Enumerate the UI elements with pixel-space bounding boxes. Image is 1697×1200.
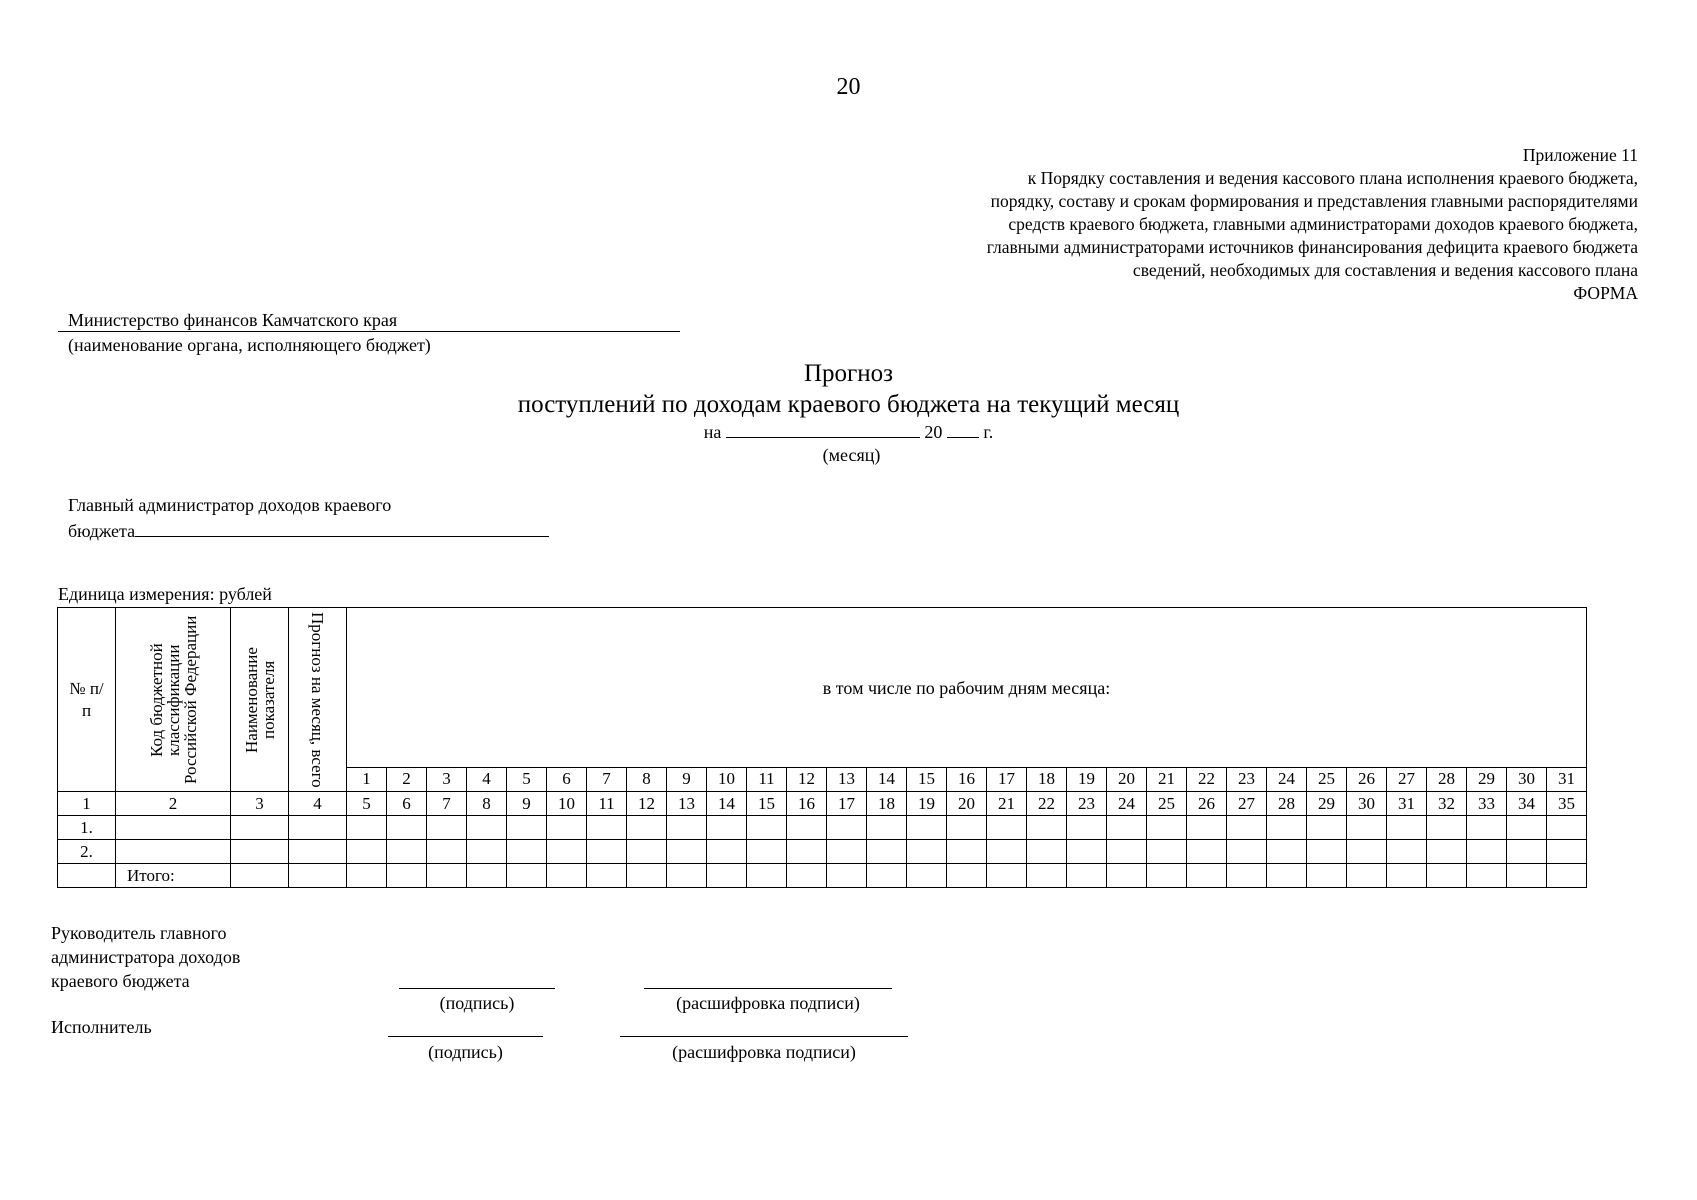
day-cell[interactable]: [1507, 864, 1547, 888]
day-cell[interactable]: [867, 816, 907, 840]
day-cell[interactable]: [1427, 840, 1467, 864]
day-cell[interactable]: [1347, 840, 1387, 864]
day-cell[interactable]: [1067, 864, 1107, 888]
column-number: 25: [1147, 792, 1187, 816]
day-cell[interactable]: [1467, 864, 1507, 888]
column-number: 35: [1547, 792, 1587, 816]
day-cell[interactable]: [547, 816, 587, 840]
day-cell[interactable]: [467, 816, 507, 840]
row-number: 2.: [58, 840, 116, 864]
day-number: 7: [587, 767, 627, 791]
day-number: 23: [1227, 767, 1267, 791]
column-number: 26: [1187, 792, 1227, 816]
day-cell[interactable]: [1387, 864, 1427, 888]
day-cell[interactable]: [387, 840, 427, 864]
day-cell[interactable]: [507, 816, 547, 840]
day-number: 25: [1307, 767, 1347, 791]
day-cell[interactable]: [1067, 840, 1107, 864]
day-cell[interactable]: [1187, 840, 1227, 864]
day-cell[interactable]: [1147, 816, 1187, 840]
table-row: [58, 840, 1587, 864]
day-cell[interactable]: [787, 840, 827, 864]
day-cell[interactable]: [547, 840, 587, 864]
day-cell[interactable]: [1547, 840, 1587, 864]
day-cell[interactable]: [467, 864, 507, 888]
head-decode-caption: (расшифровка подписи): [676, 993, 860, 1013]
table-row: [58, 816, 1587, 840]
day-cell[interactable]: [1507, 816, 1547, 840]
column-number: 17: [827, 792, 867, 816]
day-cell[interactable]: [867, 840, 907, 864]
column-number: 7: [427, 792, 467, 816]
column-number: 12: [627, 792, 667, 816]
row-forecast[interactable]: [289, 864, 347, 888]
head-signature-label: [51, 921, 240, 993]
column-number: 29: [1307, 792, 1347, 816]
day-cell[interactable]: [1147, 840, 1187, 864]
row-name[interactable]: [231, 816, 289, 840]
day-number: 10: [707, 767, 747, 791]
day-cell[interactable]: [1187, 864, 1227, 888]
day-number: 15: [907, 767, 947, 791]
day-cell[interactable]: [507, 840, 547, 864]
day-cell[interactable]: [1107, 816, 1147, 840]
column-number-row: [58, 792, 1587, 816]
day-cell[interactable]: [1267, 864, 1307, 888]
day-cell[interactable]: [827, 864, 867, 888]
executor-sign-caption: (подпись): [428, 1042, 503, 1062]
column-number: 30: [1347, 792, 1387, 816]
head-line: краевого бюджета: [51, 971, 190, 991]
column-number: 34: [1507, 792, 1547, 816]
header-days-group: в том числе по рабочим дням месяца:: [347, 608, 1587, 768]
day-cell[interactable]: [867, 864, 907, 888]
table-row-total: [58, 864, 1587, 888]
month-blank: [726, 421, 920, 438]
day-cell[interactable]: [1387, 816, 1427, 840]
day-number: 12: [787, 767, 827, 791]
day-cell[interactable]: [1467, 816, 1507, 840]
column-number: 16: [787, 792, 827, 816]
day-cell[interactable]: [1227, 840, 1267, 864]
row-code[interactable]: [116, 840, 231, 864]
column-number: 13: [667, 792, 707, 816]
executor-decode-line[interactable]: [620, 1036, 908, 1037]
column-number: 5: [347, 792, 387, 816]
column-number: 2: [116, 792, 231, 816]
column-number: 23: [1067, 792, 1107, 816]
administrator-block: [68, 492, 549, 544]
day-cell[interactable]: [1267, 816, 1307, 840]
date-prefix: на: [703, 422, 722, 442]
day-cell[interactable]: [1387, 840, 1427, 864]
day-number: 14: [867, 767, 907, 791]
title-line-2: поступлений по доходам краевого бюджета на текущий месяц: [517, 391, 1180, 418]
year-suffix: г.: [983, 422, 994, 442]
day-cell[interactable]: [347, 816, 387, 840]
row-number: [58, 864, 116, 888]
day-cell[interactable]: [427, 816, 467, 840]
day-cell[interactable]: [1227, 816, 1267, 840]
administrator-label: бюджета: [68, 521, 136, 541]
column-number: 10: [547, 792, 587, 816]
day-cell[interactable]: [347, 864, 387, 888]
column-number: 11: [587, 792, 627, 816]
head-line: администратора доходов: [51, 947, 241, 967]
column-number: 31: [1387, 792, 1427, 816]
appendix-line: средств краевого бюджета, главными администраторами доходов краевого бюджета,: [1008, 214, 1638, 234]
day-number: 2: [387, 767, 427, 791]
executor-signature-line[interactable]: [388, 1036, 543, 1037]
administrator-line-2: [68, 518, 549, 544]
column-number: 32: [1427, 792, 1467, 816]
day-cell[interactable]: [427, 840, 467, 864]
day-cell[interactable]: [747, 864, 787, 888]
column-number: 21: [987, 792, 1027, 816]
day-cell[interactable]: [707, 864, 747, 888]
day-cell[interactable]: [427, 864, 467, 888]
day-number: 19: [1067, 767, 1107, 791]
forecast-table: [57, 607, 1587, 888]
day-cell[interactable]: [707, 840, 747, 864]
day-cell[interactable]: [747, 840, 787, 864]
day-cell[interactable]: [627, 864, 667, 888]
row-name[interactable]: [231, 840, 289, 864]
day-number: 27: [1387, 767, 1427, 791]
day-number: 8: [627, 767, 667, 791]
column-number: 19: [907, 792, 947, 816]
column-number: 6: [387, 792, 427, 816]
day-number: 21: [1147, 767, 1187, 791]
column-number: 27: [1227, 792, 1267, 816]
day-cell[interactable]: [1107, 840, 1147, 864]
head-sign-caption: (подпись): [439, 993, 515, 1013]
day-cell[interactable]: [787, 864, 827, 888]
appendix-block: [987, 144, 1638, 305]
row-code[interactable]: [116, 816, 231, 840]
column-number: 1: [58, 792, 116, 816]
day-cell[interactable]: [1427, 816, 1467, 840]
day-cell[interactable]: [707, 816, 747, 840]
day-cell[interactable]: [907, 816, 947, 840]
day-cell[interactable]: [1507, 840, 1547, 864]
day-cell[interactable]: [587, 816, 627, 840]
day-cell[interactable]: [547, 864, 587, 888]
header-name: Наименование показателя: [231, 608, 289, 792]
day-number: 16: [947, 767, 987, 791]
column-number: 8: [467, 792, 507, 816]
head-line: Руководитель главного: [51, 923, 227, 943]
title-line-1: Прогноз: [803, 360, 894, 387]
day-cell[interactable]: [587, 840, 627, 864]
column-number: 33: [1467, 792, 1507, 816]
year-prefix: 20: [924, 422, 943, 442]
day-number: 29: [1467, 767, 1507, 791]
day-number: 11: [747, 767, 787, 791]
column-number: 28: [1267, 792, 1307, 816]
day-cell[interactable]: [627, 840, 667, 864]
day-number: 26: [1347, 767, 1387, 791]
day-number: 31: [1547, 767, 1587, 791]
row-number: 1.: [58, 816, 116, 840]
day-cell[interactable]: [387, 864, 427, 888]
day-cell[interactable]: [467, 840, 507, 864]
day-number: 22: [1187, 767, 1227, 791]
appendix-line: главными администраторами источников финансирования дефицита краевого бюджета: [986, 237, 1638, 257]
day-cell[interactable]: [907, 840, 947, 864]
day-cell[interactable]: [1307, 864, 1347, 888]
organization-name: Министерство финансов Камчатского края: [58, 309, 680, 332]
day-number: 6: [547, 767, 587, 791]
executor-decode-caption: (расшифровка подписи): [672, 1042, 856, 1062]
day-cell[interactable]: [1227, 864, 1267, 888]
day-number: 5: [507, 767, 547, 791]
administrator-blank: [135, 520, 549, 537]
header-code: Код бюджетной классификации Российской Федерации: [116, 608, 231, 792]
day-cell[interactable]: [667, 816, 707, 840]
day-cell[interactable]: [1307, 840, 1347, 864]
day-number: 9: [667, 767, 707, 791]
day-cell[interactable]: [987, 864, 1027, 888]
day-cell[interactable]: [987, 816, 1027, 840]
day-cell[interactable]: [1467, 840, 1507, 864]
month-caption: (месяц): [822, 445, 881, 465]
column-number: 15: [747, 792, 787, 816]
day-number: 17: [987, 767, 1027, 791]
day-cell[interactable]: [1187, 816, 1227, 840]
year-blank: [947, 421, 979, 438]
column-number: 14: [707, 792, 747, 816]
day-cell[interactable]: [1307, 816, 1347, 840]
day-cell[interactable]: [1067, 816, 1107, 840]
day-cell[interactable]: [1547, 864, 1587, 888]
day-cell[interactable]: [347, 840, 387, 864]
unit-label: Единица измерения: рублей: [58, 584, 272, 604]
column-number: 9: [507, 792, 547, 816]
row-forecast[interactable]: [289, 816, 347, 840]
day-number: 18: [1027, 767, 1067, 791]
column-number: 4: [289, 792, 347, 816]
day-cell[interactable]: [667, 840, 707, 864]
head-signature-line[interactable]: [399, 988, 555, 989]
day-cell[interactable]: [627, 816, 667, 840]
organization-block: [58, 309, 680, 356]
row-name[interactable]: [231, 864, 289, 888]
day-number: 3: [427, 767, 467, 791]
appendix-line: сведений, необходимых для составления и ведения кассового плана: [1132, 260, 1638, 280]
day-cell[interactable]: [827, 816, 867, 840]
day-number: 24: [1267, 767, 1307, 791]
day-number: 4: [467, 767, 507, 791]
day-number: 30: [1507, 767, 1547, 791]
day-cell[interactable]: [1027, 816, 1067, 840]
day-cell[interactable]: [387, 816, 427, 840]
day-cell[interactable]: [507, 864, 547, 888]
administrator-line-1: Главный администратор доходов краевого: [68, 495, 392, 515]
day-cell[interactable]: [747, 816, 787, 840]
day-cell[interactable]: [907, 864, 947, 888]
appendix-line: Приложение 11: [1522, 145, 1638, 165]
page-number: 20: [836, 74, 861, 100]
date-line: [0, 420, 1697, 444]
form-label: ФОРМА: [1573, 283, 1638, 303]
organization-caption: (наименование органа, исполняющего бюджет): [68, 335, 431, 355]
header-forecast: Прогноз на месяц, всего: [289, 608, 347, 792]
column-number: 3: [231, 792, 289, 816]
document-title: [0, 358, 1697, 466]
appendix-line: к Порядку составления и ведения кассового плана исполнения краевого бюджета,: [1027, 168, 1638, 188]
executor-label: Исполнитель: [51, 1017, 152, 1037]
row-forecast[interactable]: [289, 840, 347, 864]
day-cell[interactable]: [1547, 816, 1587, 840]
day-cell[interactable]: [827, 840, 867, 864]
head-decode-line[interactable]: [644, 988, 892, 989]
appendix-line: порядку, составу и срокам формирования и представления главными распорядителями: [990, 191, 1638, 211]
day-cell[interactable]: [947, 864, 987, 888]
day-cell[interactable]: [667, 864, 707, 888]
day-cell[interactable]: [1347, 864, 1387, 888]
total-label: Итого:: [116, 864, 231, 888]
day-cell[interactable]: [587, 864, 627, 888]
day-cell[interactable]: [1267, 840, 1307, 864]
day-number: 13: [827, 767, 867, 791]
day-cell[interactable]: [1347, 816, 1387, 840]
day-cell[interactable]: [947, 816, 987, 840]
day-cell[interactable]: [1107, 864, 1147, 888]
column-number: 22: [1027, 792, 1067, 816]
column-number: 18: [867, 792, 907, 816]
day-cell[interactable]: [1147, 864, 1187, 888]
day-number: 20: [1107, 767, 1147, 791]
day-number: 28: [1427, 767, 1467, 791]
column-number: 24: [1107, 792, 1147, 816]
day-number: 1: [347, 767, 387, 791]
day-cell[interactable]: [1027, 864, 1067, 888]
day-cell[interactable]: [787, 816, 827, 840]
header-num: № п/п: [58, 608, 116, 792]
day-cell[interactable]: [987, 840, 1027, 864]
column-number: 20: [947, 792, 987, 816]
day-cell[interactable]: [1027, 840, 1067, 864]
day-cell[interactable]: [947, 840, 987, 864]
day-cell[interactable]: [1427, 864, 1467, 888]
